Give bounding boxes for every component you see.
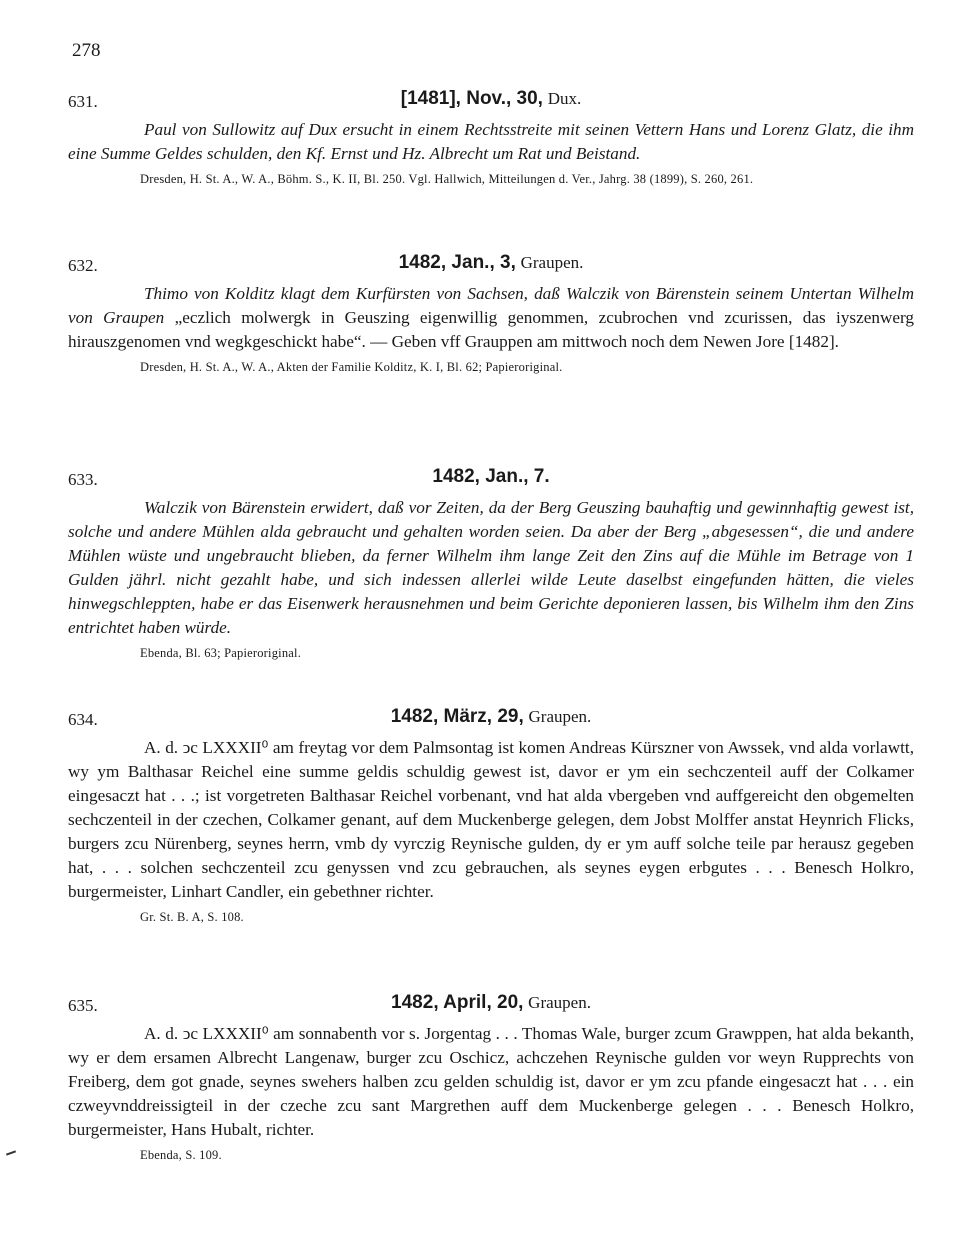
entry-631 [68, 88, 914, 187]
entry-632 [68, 252, 914, 375]
entry-place: Graupen. [528, 993, 591, 1012]
entry-body: A. d. ↄc LXXXII⁰ am freytag vor dem Palmsontag ist komen Andreas Kürszner von Awssek, vnd alda vorlawtt, wy ym Balthasar Reichel eine summe geldis schuldig gewest ist, davor er ym ein sechczenteil auff der Colkamer eingesaczt hat . . .; ist vorgetreten Balthasar Reichel vorbenant, vnd hat alda vbergeben vnd auffgereicht den obgemelten sechczenteil in der czechen, Colkamer genant, auf dem Muckenberge gelegen, dem Jobst Molffer anstat Heynrich Flicks, burgers zcu Nürenberg, seynes herrn, vmb dy vyrczig Reynische gulden, dy er ym auff solche teile par herausz gegeben hat, . . . solchen sechczenteil zcu genyssen vnd zcu gebrauchen, als seynes eygen erbgutes . . . Benesch Holkro, burgermeister, Linhart Candler, ein gebethner richter. [68, 738, 914, 901]
entry-number: 635. [68, 996, 98, 1015]
entry-634 [68, 706, 914, 925]
entry-quote: „eczlich molwergk in Geuszing eigenwillig genommen, zcubrochen vnd zcurissen, das iyszenwerg hirauszgenomen vnd wegkgeschickt habe“. — Geben vff Grauppen am mittwoch noch dem Newen Jore [1482]. [68, 308, 915, 351]
entry-date: 1482, April, 20, [391, 992, 524, 1013]
entry-635 [68, 992, 914, 1163]
entry-citation: Dresden, H. St. A., W. A., Akten der Familie Kolditz, K. I, Bl. 62; Papieroriginal. [140, 360, 563, 374]
entry-citation: Dresden, H. St. A., W. A., Böhm. S., K. II, Bl. 250. Vgl. Hallwich, Mitteilungen d. Ver., Jahrg. 38 (1899), S. 260, 261. [140, 172, 754, 186]
entry-citation: Gr. St. B. A, S. 108. [140, 910, 244, 924]
entry-date: 1482, Jan., 3, [398, 252, 516, 273]
entry-summary: Thimo von Kolditz klagt dem Kurfürsten von Sachsen, daß Walczik von Bärenstein seinem Untertan Wilhelm von Graupen [68, 284, 914, 327]
entry-place: Graupen. [528, 707, 592, 726]
entry-date: 1482, März, 29, [390, 706, 524, 727]
entry-summary: Paul von Sullowitz auf Dux ersucht in einem Rechtsstreite mit seinen Vettern Hans und Lorenz Glatz, die ihm eine Summe Geldes schulden, den Kf. Ernst und Hz. Albrecht um Rat und Beistand. [68, 120, 914, 163]
entry-number: 634. [68, 710, 98, 729]
margin-mark [6, 1150, 16, 1155]
entry-summary: Walczik von Bärenstein erwidert, daß vor Zeiten, da der Berg Geuszing bauhaftig und gewinnhaftig gewest ist, solche und andere Mühlen alda gebraucht und gehalten worden seien. Da aber der Berg „abgesessen“, die und andere Mühlen wüste und ungebraucht blieben, da ferner Wilhelm ihm lange Zeit den Zins auf die Mühle im Betrage von 1 Gulden jährl. nicht gezahlt habe, und sich indessen allerlei wilde Leute daselbst eingefunden hätten, die vieles hinwegschleppten, habe er das Eisenwerk herausnehmen und beim Gerichte deponieren lassen, bis Wilhelm ihm den Zins entrichtet haben würde. [68, 498, 914, 637]
entry-place: Dux. [547, 89, 582, 108]
entry-number: 632. [68, 256, 98, 275]
entry-body: A. d. ↄc LXXXII⁰ am sonnabenth vor s. Jorgentag . . . Thomas Wale, burger zcum Grawppen, hat alda bekanth, wy er dem ersamen Albrecht Langenaw, burger zcu Oschicz, achczehen Reynische gulden vor weyn Rupprechts von Freiberg, dem got gnade, seynes swehers halben zcu gelden schuldig ist, davor er ym zcu pfande eingesaczt hat . . . ein czweyvnddreissigteil in der czeche zcu sant Margrethen auff dem Muckenberge gelegen . . . Benesch Holkro, burgermeister, Hans Hubalt, richter. [68, 1024, 914, 1139]
entry-citation: Ebenda, S. 109. [140, 1148, 222, 1162]
entry-place: Graupen. [520, 253, 584, 272]
entry-date: [1481], Nov., 30, [400, 88, 543, 109]
page-number: 278 [72, 40, 101, 61]
entry-number: 631. [68, 92, 98, 111]
entry-date: 1482, Jan., 7. [432, 466, 550, 487]
entry-citation: Ebenda, Bl. 63; Papieroriginal. [140, 646, 302, 660]
entry-633 [68, 466, 914, 661]
entry-number: 633. [68, 470, 98, 489]
